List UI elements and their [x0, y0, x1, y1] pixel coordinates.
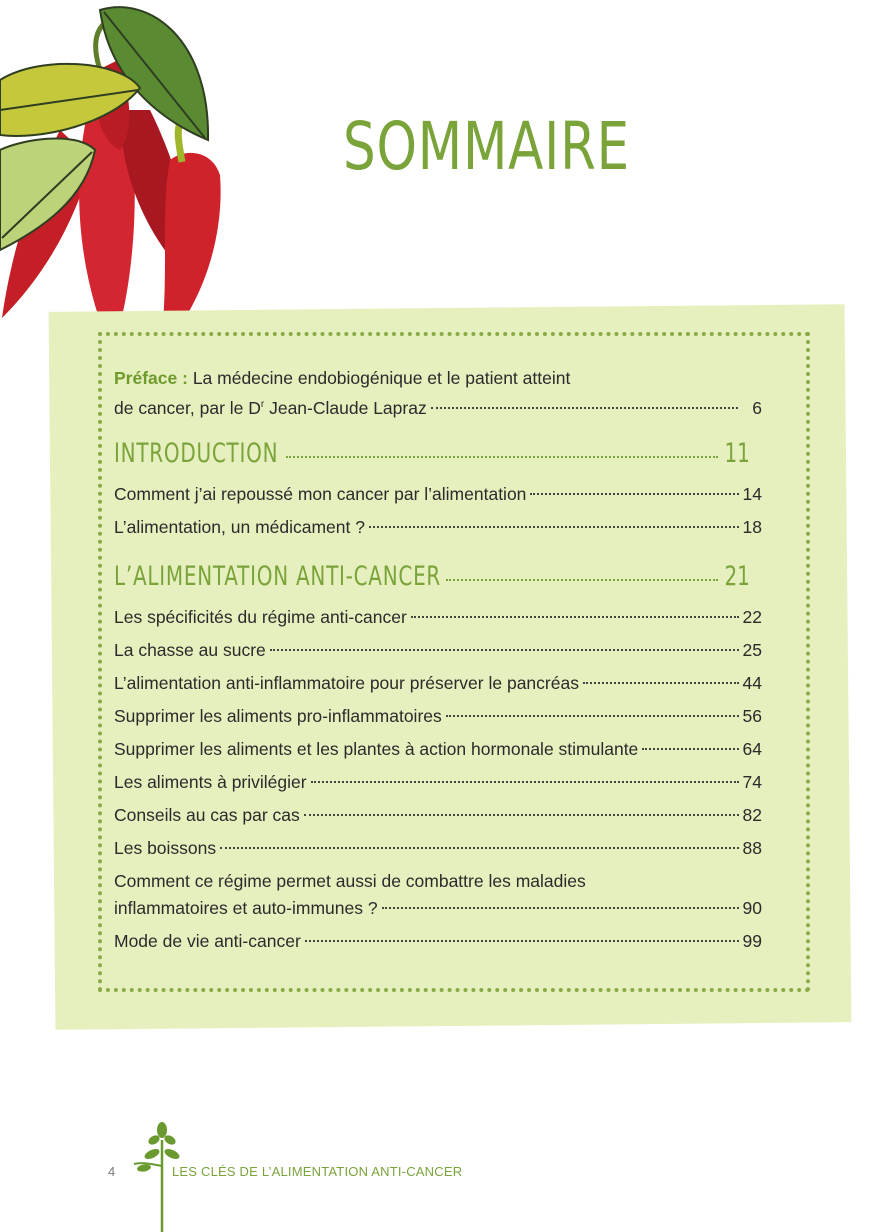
page-number: 88: [742, 838, 762, 858]
leader-dots: [642, 748, 738, 750]
page-number: 25: [742, 640, 762, 660]
page-number: 56: [742, 706, 762, 726]
entry-label: La chasse au sucre: [114, 640, 266, 660]
page-number: 64: [742, 739, 762, 759]
page-number: 44: [742, 673, 762, 693]
page-number: 6: [752, 397, 762, 418]
entry-label: Les aliments à privilégier: [114, 772, 307, 792]
page-number: 22: [742, 607, 762, 627]
leader-dots: [369, 526, 739, 528]
leader-dots: [446, 715, 739, 717]
preface-text: La médecine endobiogénique et le patient atteint: [192, 368, 571, 388]
toc-entry[interactable]: [114, 671, 762, 695]
entry-label: Mode de vie anti-cancer: [114, 931, 301, 951]
entry-label: Les spécificités du régime anti-cancer: [114, 607, 407, 627]
entry-label: Supprimer les aliments et les plantes à action hormonale stimulante: [114, 739, 639, 759]
leader-dots: [304, 814, 739, 816]
entry-label: inflammatoires et auto-immunes ?: [114, 898, 378, 918]
page-number: 21: [724, 561, 750, 592]
entry-label-line1: Comment ce régime permet aussi de combattre les maladies: [114, 871, 586, 891]
entry-label: Les boissons: [114, 838, 217, 858]
entry-label: Conseils au cas par cas: [114, 805, 300, 825]
toc-entry[interactable]: [114, 836, 762, 860]
leader-dots: [411, 616, 739, 618]
page-number: 74: [742, 772, 762, 792]
leader-dots: [583, 682, 739, 684]
preface-entry[interactable]: [114, 393, 762, 420]
toc-dotted-frame: [98, 332, 810, 992]
toc-entry[interactable]: [114, 896, 762, 920]
leader-dots: [431, 407, 739, 409]
toc-entry[interactable]: [114, 515, 762, 539]
leader-dots: [286, 456, 718, 458]
page-number: 11: [724, 438, 750, 469]
preface-text-line2: de cancer, par le $D^r$ Jean-Claude Lapraz: [114, 397, 427, 418]
leader-dots: [311, 781, 739, 783]
toc-entry[interactable]: [114, 482, 762, 506]
toc-entry[interactable]: [114, 803, 762, 827]
section-title: L’ALIMENTATION ANTI-CANCER: [114, 561, 442, 592]
footer-book-title: LES CLÉS DE L’ALIMENTATION ANTI-CANCER: [172, 1164, 463, 1179]
preface-line1: [114, 366, 570, 390]
page-number: 14: [742, 484, 762, 504]
entry-label: Supprimer les aliments pro-inflammatoires: [114, 706, 442, 726]
chili-peppers-illustration: [0, 0, 240, 360]
section-title: INTRODUCTION: [114, 438, 279, 469]
toc-entry[interactable]: [114, 737, 762, 761]
page-title: SOMMAIRE: [343, 108, 630, 185]
page-number: 82: [742, 805, 762, 825]
toc-entry[interactable]: [114, 770, 762, 794]
entry-label: Comment j’ai repoussé mon cancer par l’alimentation: [114, 484, 527, 504]
page-number: 99: [742, 931, 762, 951]
leader-dots: [530, 493, 738, 495]
entry-label: L’alimentation anti-inflammatoire pour préserver le pancréas: [114, 673, 579, 693]
page-number: 90: [742, 898, 762, 918]
section-heading-alimentation-anti-cancer[interactable]: [114, 561, 754, 592]
preface-label: Préface :: [114, 368, 188, 388]
toc-entry[interactable]: [114, 638, 762, 662]
footer-page-number: 4: [108, 1164, 116, 1179]
toc-entry[interactable]: [114, 929, 762, 953]
toc-entry[interactable]: [114, 704, 762, 728]
leader-dots: [220, 847, 738, 849]
entry-label: L’alimentation, un médicament ?: [114, 517, 365, 537]
page-number: 18: [742, 517, 762, 537]
section-heading-introduction[interactable]: [114, 438, 754, 469]
leader-dots: [270, 649, 739, 651]
leader-dots: [446, 579, 718, 581]
leader-dots: [305, 940, 739, 942]
leader-dots: [382, 907, 739, 909]
toc-entry[interactable]: [114, 605, 762, 629]
